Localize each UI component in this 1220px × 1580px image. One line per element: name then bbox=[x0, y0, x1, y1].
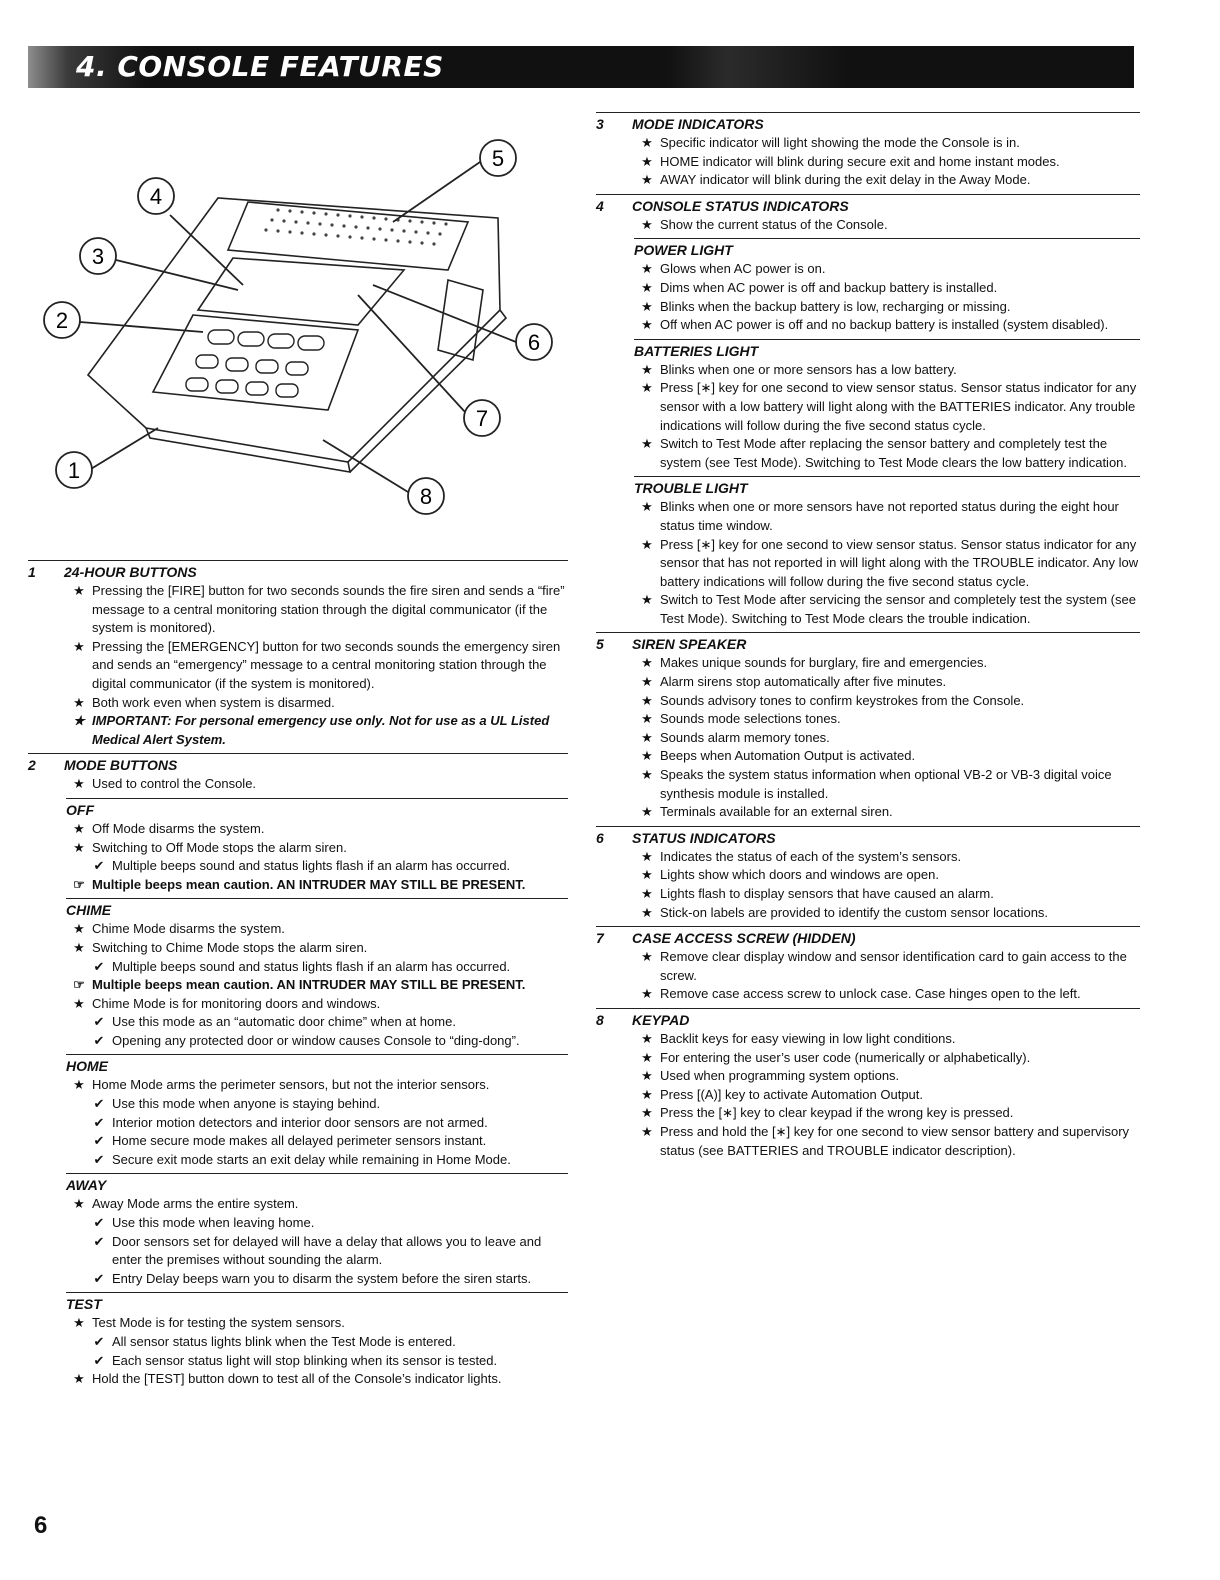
item-text: Home Mode arms the perimeter sensors, but not the interior sensors. bbox=[92, 1077, 490, 1093]
item-text: Switch to Test Mode after servicing the sensor and completely test the system (see Test Mode). Switching to Test Mode clears the trouble indication. bbox=[660, 592, 1136, 626]
star-bullet-icon: ★ bbox=[641, 1068, 653, 1084]
section-heading bbox=[596, 829, 1140, 848]
list-item bbox=[66, 1314, 568, 1333]
item-text: Blinks when the backup battery is low, recharging or missing. bbox=[660, 298, 1011, 314]
spacer bbox=[66, 1389, 568, 1393]
list-item bbox=[66, 1076, 568, 1095]
star-bullet-icon: ★ bbox=[641, 711, 653, 727]
list-item bbox=[634, 1104, 1140, 1123]
list-item bbox=[86, 1151, 568, 1170]
item-text: Blinks when one or more sensors have not reported status during the eight hour status time window. bbox=[660, 499, 1119, 533]
item-text: Switching to Off Mode stops the alarm siren. bbox=[92, 839, 347, 855]
list-item bbox=[86, 1333, 568, 1352]
item-text: Each sensor status light will stop blinking when its sensor is tested. bbox=[112, 1352, 498, 1368]
list-item bbox=[634, 692, 1140, 711]
check-bullet-icon: ✔ bbox=[93, 1151, 105, 1167]
star-bullet-icon: ★ bbox=[641, 949, 653, 965]
item-text: Makes unique sounds for burglary, fire and emergencies. bbox=[660, 655, 988, 671]
star-bullet-icon: ★ bbox=[73, 583, 85, 598]
star-bullet-icon: ★ bbox=[641, 655, 653, 671]
section-heading bbox=[596, 635, 1140, 654]
item-text: Press [(A)] key to activate Automation Output. bbox=[660, 1086, 924, 1102]
section-4 bbox=[596, 194, 1140, 633]
section-number: 3 bbox=[596, 116, 604, 132]
list-item bbox=[634, 948, 1140, 985]
list-item bbox=[634, 766, 1140, 803]
section-3 bbox=[596, 112, 1140, 194]
item-text: Stick-on labels are provided to identify the custom sensor locations. bbox=[660, 904, 1049, 920]
item-text: Remove clear display window and sensor identification card to gain access to the screw. bbox=[660, 949, 1127, 983]
list-item bbox=[634, 216, 1140, 235]
list-item bbox=[86, 1095, 568, 1114]
list-item bbox=[634, 591, 1140, 628]
star-bullet-icon: ★ bbox=[641, 886, 653, 901]
list-item bbox=[634, 654, 1140, 673]
list-item bbox=[66, 820, 568, 839]
item-text: Chime Mode is for monitoring doors and windows. bbox=[92, 995, 381, 1011]
section-heading bbox=[596, 929, 1140, 948]
check-bullet-icon: ✔ bbox=[93, 1334, 105, 1349]
console-diagram bbox=[28, 110, 573, 540]
list-item bbox=[66, 1370, 568, 1389]
section-title: KEYPAD bbox=[632, 1011, 690, 1028]
section-2 bbox=[28, 753, 568, 1392]
item-text: Backlit keys for easy viewing in low light conditions. bbox=[660, 1030, 956, 1046]
callouts bbox=[44, 140, 552, 514]
item-text: For entering the user’s user code (numerically or alphabetically). bbox=[660, 1049, 1031, 1065]
item-text: Hold the [TEST] button down to test all of the Console’s indicator lights. bbox=[92, 1371, 502, 1387]
list-item bbox=[66, 876, 568, 895]
spacer bbox=[596, 1160, 1140, 1164]
item-text: Switching to Chime Mode stops the alarm siren. bbox=[92, 939, 368, 955]
star-bullet-icon: ★ bbox=[641, 361, 653, 377]
star-bullet-icon: ★ bbox=[641, 298, 653, 314]
list-item bbox=[634, 361, 1140, 380]
list-item bbox=[634, 848, 1140, 867]
pointing-hand-icon: ☞ bbox=[73, 977, 85, 993]
subsection bbox=[66, 1292, 568, 1392]
item-text: Pressing the [FIRE] button for two seconds sounds the fire siren and sends a “fire” message to a central monitoring station through the digital communicator (if the system is monitored). bbox=[92, 583, 565, 636]
subsection-title: BATTERIES LIGHT bbox=[634, 342, 759, 359]
star-bullet-icon: ★ bbox=[641, 536, 653, 552]
item-text: Multiple beeps mean caution. AN INTRUDER MAY STILL BE PRESENT. bbox=[92, 977, 526, 993]
item-text: Lights show which doors and windows are open. bbox=[660, 867, 939, 883]
item-text: Entry Delay beeps warn you to disarm the system before the siren starts. bbox=[112, 1270, 532, 1286]
item-text: Multiple beeps sound and status lights flash if an alarm has occurred. bbox=[112, 958, 511, 974]
item-text: Blinks when one or more sensors has a low battery. bbox=[660, 361, 957, 377]
callout-6 bbox=[516, 324, 552, 360]
section-number: 4 bbox=[596, 197, 604, 214]
item-text: Press the [∗] key to clear keypad if the wrong key is pressed. bbox=[660, 1105, 1014, 1121]
list-item bbox=[634, 904, 1140, 923]
section-heading bbox=[596, 197, 1140, 216]
item-text: Both work even when system is disarmed. bbox=[92, 694, 335, 710]
callout-2 bbox=[44, 302, 80, 338]
callout-8 bbox=[408, 478, 444, 514]
svg-text:4: 4 bbox=[149, 184, 163, 209]
item-text: Glows when AC power is on. bbox=[660, 261, 826, 277]
section-heading bbox=[28, 756, 568, 775]
callout-1 bbox=[56, 452, 92, 488]
item-text: Test Mode is for testing the system sensors. bbox=[92, 1315, 345, 1331]
list-item bbox=[634, 1067, 1140, 1086]
section-heading bbox=[596, 115, 1140, 134]
star-bullet-icon: ★ bbox=[73, 1315, 85, 1331]
item-text: Use this mode as an “automatic door chime” when at home. bbox=[112, 1014, 456, 1030]
list-item bbox=[634, 985, 1140, 1004]
list-item bbox=[86, 857, 568, 876]
star-bullet-icon: ★ bbox=[73, 939, 85, 955]
list-item bbox=[66, 995, 568, 1014]
list-item bbox=[634, 803, 1140, 822]
subsection-title: POWER LIGHT bbox=[634, 242, 733, 259]
star-bullet-icon: ★ bbox=[641, 904, 653, 920]
star-bullet-icon: ★ bbox=[641, 153, 653, 169]
subsection bbox=[66, 798, 568, 898]
list-item bbox=[634, 298, 1140, 317]
item-text: AWAY indicator will blink during the exit delay in the Away Mode. bbox=[660, 172, 1031, 188]
item-text: IMPORTANT: For personal emergency use only. Not for use as a UL Listed Medical Alert System. bbox=[92, 713, 550, 747]
item-text: Terminals available for an external siren. bbox=[660, 804, 893, 820]
item-text: Door sensors set for delayed will have a delay that allows you to leave and enter the premises without sounding the alarm. bbox=[112, 1233, 542, 1268]
list-item bbox=[66, 1195, 568, 1214]
callout-5 bbox=[480, 140, 516, 176]
list-item bbox=[86, 1114, 568, 1133]
subsection-title: OFF bbox=[66, 801, 94, 818]
list-item bbox=[634, 1030, 1140, 1049]
section-title: CASE ACCESS SCREW (HIDDEN) bbox=[632, 930, 856, 947]
item-text: Sounds alarm memory tones. bbox=[660, 729, 830, 745]
star-bullet-icon: ★ bbox=[73, 1196, 85, 1212]
list-item bbox=[86, 1214, 568, 1233]
item-text: Opening any protected door or window causes Console to “ding-dong”. bbox=[112, 1032, 520, 1048]
star-bullet-icon: ★ bbox=[641, 729, 653, 745]
item-text: Pressing the [EMERGENCY] button for two seconds sounds the emergency siren and sends an “emergency” message to a central monitoring station through the digital communicator (if the system is monitored). bbox=[92, 638, 561, 691]
callout-4 bbox=[138, 178, 174, 214]
section-number: 6 bbox=[596, 829, 604, 846]
list-item bbox=[66, 939, 568, 958]
subsection bbox=[66, 1173, 568, 1292]
item-text: Used to control the Console. bbox=[92, 776, 257, 792]
svg-text:8: 8 bbox=[419, 484, 433, 509]
section-6 bbox=[596, 826, 1140, 926]
item-text: Used when programming system options. bbox=[660, 1068, 900, 1084]
list-item bbox=[634, 536, 1140, 592]
section-heading bbox=[28, 563, 568, 582]
subsection-title: HOME bbox=[66, 1058, 108, 1075]
item-text: All sensor status lights blink when the Test Mode is entered. bbox=[112, 1334, 456, 1349]
star-bullet-icon: ★ bbox=[641, 380, 653, 396]
section-number: 8 bbox=[596, 1011, 604, 1028]
page-number: 6 bbox=[34, 1512, 48, 1539]
callout-7 bbox=[464, 400, 500, 436]
star-bullet-icon: ★ bbox=[641, 1123, 653, 1139]
item-text: Secure exit mode starts an exit delay while remaining in Home Mode. bbox=[112, 1151, 511, 1167]
item-text: Off Mode disarms the system. bbox=[92, 820, 265, 836]
check-bullet-icon: ✔ bbox=[93, 1032, 105, 1048]
list-item bbox=[66, 775, 568, 794]
item-text: HOME indicator will blink during secure exit and home instant modes. bbox=[660, 153, 1060, 169]
svg-text:1: 1 bbox=[67, 458, 81, 483]
star-bullet-icon: ★ bbox=[641, 1105, 653, 1121]
list-item bbox=[634, 171, 1140, 190]
item-text: Press [∗] key for one second to view sensor status. Sensor status indicator for any sensor with a low battery will light along with the BATTERIES indicator. Any trouble indications will follow during the five second status cycle. bbox=[660, 380, 1137, 433]
page-title: 4. CONSOLE FEATURES bbox=[76, 50, 444, 83]
subsection bbox=[66, 1054, 568, 1173]
star-bullet-icon: ★ bbox=[73, 820, 85, 836]
star-bullet-icon: ★ bbox=[73, 995, 85, 1011]
section-title: CONSOLE STATUS INDICATORS bbox=[632, 197, 849, 214]
list-item bbox=[634, 1049, 1140, 1068]
speaker-grille bbox=[264, 208, 447, 245]
section-number: 5 bbox=[596, 636, 604, 653]
section-8 bbox=[596, 1008, 1140, 1164]
list-item bbox=[86, 1132, 568, 1151]
star-bullet-icon: ★ bbox=[641, 748, 653, 764]
subsection bbox=[634, 476, 1140, 632]
section-number: 2 bbox=[28, 757, 36, 774]
list-item bbox=[86, 1352, 568, 1371]
check-bullet-icon: ✔ bbox=[93, 1270, 105, 1286]
section-banner bbox=[28, 46, 1134, 88]
list-item bbox=[66, 920, 568, 939]
right-column bbox=[596, 112, 1140, 1164]
list-item bbox=[66, 694, 568, 713]
svg-text:2: 2 bbox=[55, 308, 69, 333]
section-title: 24-HOUR BUTTONS bbox=[64, 564, 197, 580]
list-item bbox=[634, 866, 1140, 885]
section-7 bbox=[596, 926, 1140, 1008]
subsection bbox=[634, 238, 1140, 338]
item-text: Use this mode when anyone is staying behind. bbox=[112, 1096, 381, 1112]
list-item bbox=[86, 958, 568, 977]
check-bullet-icon: ✔ bbox=[93, 1096, 105, 1112]
section-5 bbox=[596, 632, 1140, 825]
item-text: Press and hold the [∗] key for one second to view sensor battery and supervisory status (see BATTERIES and TROUBLE indicator description). bbox=[660, 1123, 1130, 1158]
star-bullet-icon: ★ bbox=[641, 1086, 653, 1102]
item-text: Remove case access screw to unlock case. Case hinges open to the left. bbox=[660, 986, 1081, 1002]
item-text: Multiple beeps mean caution. AN INTRUDER MAY STILL BE PRESENT. bbox=[92, 876, 526, 892]
list-item bbox=[86, 1270, 568, 1289]
list-item bbox=[86, 1013, 568, 1032]
item-text: Lights flash to display sensors that have caused an alarm. bbox=[660, 886, 994, 901]
svg-text:3: 3 bbox=[91, 244, 105, 269]
item-text: Press [∗] key for one second to view sensor status. Sensor status indicator for any sensor that has not reported in will light along with the TROUBLE indicator. Any low battery indications will follow during the five second status cycle. bbox=[660, 536, 1139, 589]
list-item bbox=[634, 673, 1140, 692]
subsection bbox=[634, 339, 1140, 477]
item-text: Home secure mode makes all delayed perimeter sensors instant. bbox=[112, 1133, 487, 1149]
item-text: Chime Mode disarms the system. bbox=[92, 921, 285, 937]
check-bullet-icon: ✔ bbox=[93, 1133, 105, 1149]
list-item bbox=[66, 582, 568, 638]
star-bullet-icon: ★ bbox=[73, 694, 85, 710]
list-item bbox=[66, 712, 568, 749]
star-bullet-icon: ★ bbox=[641, 216, 653, 232]
section-1 bbox=[28, 560, 568, 753]
list-item bbox=[634, 885, 1140, 904]
list-item bbox=[634, 435, 1140, 472]
list-item bbox=[634, 379, 1140, 435]
check-bullet-icon: ✔ bbox=[93, 1215, 105, 1231]
star-bullet-icon: ★ bbox=[641, 279, 653, 295]
list-item bbox=[634, 279, 1140, 298]
item-text: Switch to Test Mode after replacing the sensor battery and completely test the system (see Test Mode). Switching to Test Mode clears the low battery indication. bbox=[660, 436, 1128, 470]
check-bullet-icon: ✔ bbox=[93, 858, 105, 874]
subsection bbox=[66, 898, 568, 1054]
star-bullet-icon: ★ bbox=[641, 867, 653, 883]
item-text: Use this mode when leaving home. bbox=[112, 1215, 315, 1231]
list-item bbox=[86, 1233, 568, 1270]
section-title: MODE INDICATORS bbox=[632, 116, 764, 132]
list-item bbox=[634, 316, 1140, 335]
star-bullet-icon: ★ bbox=[641, 1030, 653, 1046]
section-number: 7 bbox=[596, 930, 604, 947]
subsection-title: TEST bbox=[66, 1296, 102, 1313]
item-text: Interior motion detectors and interior door sensors are not armed. bbox=[112, 1114, 488, 1130]
star-bullet-icon: ★ bbox=[641, 592, 653, 608]
star-bullet-icon: ★ bbox=[641, 261, 653, 277]
check-bullet-icon: ✔ bbox=[93, 958, 105, 974]
console-outline bbox=[88, 198, 506, 472]
list-item bbox=[86, 1032, 568, 1051]
section-heading bbox=[596, 1011, 1140, 1030]
star-bullet-icon: ★ bbox=[641, 692, 653, 708]
star-bullet-icon: ★ bbox=[641, 135, 653, 150]
callout-3 bbox=[80, 238, 116, 274]
list-item bbox=[634, 498, 1140, 535]
star-bullet-icon: ★ bbox=[73, 1077, 85, 1093]
item-text: Speaks the system status information when optional VB-2 or VB-3 digital voice synthesis module is installed. bbox=[660, 767, 1112, 801]
list-item bbox=[634, 1086, 1140, 1105]
section-title: STATUS INDICATORS bbox=[632, 829, 776, 846]
svg-text:6: 6 bbox=[527, 330, 541, 355]
list-item bbox=[634, 1123, 1140, 1160]
list-item bbox=[634, 710, 1140, 729]
list-item bbox=[634, 134, 1140, 153]
keypad-keys bbox=[186, 330, 324, 397]
item-text: Specific indicator will light showing the mode the Console is in. bbox=[660, 135, 1020, 150]
item-text: Sounds advisory tones to confirm keystrokes from the Console. bbox=[660, 692, 1025, 708]
item-text: Off when AC power is off and no backup battery is installed (system disabled). bbox=[660, 317, 1109, 333]
star-bullet-icon: ★ bbox=[641, 499, 653, 515]
item-text: Show the current status of the Console. bbox=[660, 216, 888, 232]
list-item bbox=[66, 976, 568, 995]
star-bullet-icon: ★ bbox=[73, 776, 85, 792]
star-bullet-icon: ★ bbox=[641, 436, 653, 452]
list-item bbox=[634, 747, 1140, 766]
star-bullet-icon: ★ bbox=[641, 172, 653, 188]
star-bullet-icon: ★ bbox=[641, 317, 653, 333]
item-text: Alarm sirens stop automatically after five minutes. bbox=[660, 674, 947, 690]
star-bullet-icon: ★ bbox=[641, 767, 653, 783]
check-bullet-icon: ✔ bbox=[93, 1014, 105, 1030]
item-text: Dims when AC power is off and backup battery is installed. bbox=[660, 279, 998, 295]
star-bullet-icon: ★ bbox=[641, 804, 653, 820]
star-bullet-icon: ★ bbox=[73, 638, 85, 654]
section-title: SIREN SPEAKER bbox=[632, 636, 747, 653]
list-item bbox=[66, 638, 568, 694]
item-text: Away Mode arms the entire system. bbox=[92, 1196, 299, 1212]
subsection-title: AWAY bbox=[66, 1177, 107, 1194]
list-item bbox=[634, 729, 1140, 748]
svg-text:7: 7 bbox=[475, 406, 489, 431]
check-bullet-icon: ✔ bbox=[93, 1233, 105, 1249]
section-number: 1 bbox=[28, 564, 36, 580]
star-bullet-icon: ★ bbox=[641, 674, 653, 690]
section-title: MODE BUTTONS bbox=[64, 757, 178, 774]
item-text: Multiple beeps sound and status lights flash if an alarm has occurred. bbox=[112, 858, 511, 874]
star-bullet-icon: ★ bbox=[73, 839, 85, 855]
subsection-title: CHIME bbox=[66, 902, 112, 919]
list-item bbox=[66, 839, 568, 858]
svg-text:5: 5 bbox=[491, 146, 505, 171]
star-bullet-icon: ★ bbox=[73, 921, 85, 937]
left-column bbox=[28, 560, 568, 1393]
list-item bbox=[634, 260, 1140, 279]
subsection-title: TROUBLE LIGHT bbox=[634, 480, 748, 497]
star-bullet-icon: ★ bbox=[641, 986, 653, 1002]
item-text: Indicates the status of each of the system’s sensors. bbox=[660, 848, 962, 864]
star-bullet-icon: ★ bbox=[641, 1049, 653, 1065]
star-bullet-icon: ★ bbox=[73, 713, 85, 729]
item-text: Sounds mode selections tones. bbox=[660, 711, 841, 727]
list-item bbox=[634, 153, 1140, 172]
check-bullet-icon: ✔ bbox=[93, 1114, 105, 1130]
item-text: Beeps when Automation Output is activated. bbox=[660, 748, 916, 764]
star-bullet-icon: ★ bbox=[73, 1371, 85, 1387]
pointing-hand-icon: ☞ bbox=[73, 876, 85, 892]
star-bullet-icon: ★ bbox=[641, 848, 653, 864]
check-bullet-icon: ✔ bbox=[93, 1352, 105, 1368]
